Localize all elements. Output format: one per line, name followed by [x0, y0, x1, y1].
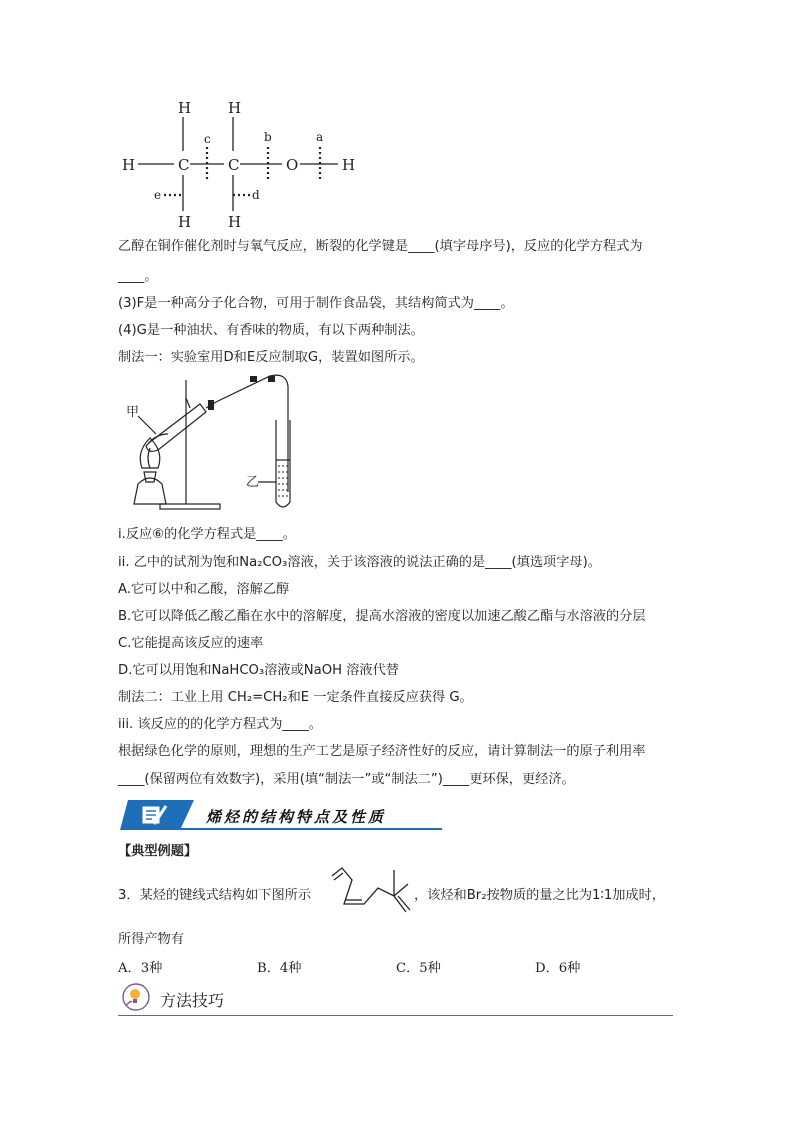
- green-chemistry-line-1: 根据绿色化学的原则，理想的生产工艺是原子经济性好的反应，请计算制法一的原子利用率: [118, 744, 646, 759]
- section-title: 烯烃的结构特点及性质: [206, 808, 387, 826]
- option-c: C.它能提高该反应的速率: [118, 636, 264, 651]
- choice-b: B．4种: [257, 961, 302, 976]
- option-b: B.它可以降低乙酸乙酯在水中的溶解度，提高水溶液的密度以加速乙酸乙酯与水溶液的分层: [118, 609, 646, 624]
- bond-label-d: d: [252, 188, 260, 202]
- question-3-text-a: 3．某烃的键线式结构如下图所示: [118, 888, 312, 903]
- atom-c-1: C: [178, 156, 190, 174]
- atom-h-left: H: [122, 156, 136, 174]
- hydrocarbon-skeletal-structure: [328, 866, 414, 916]
- sub-question-i: i.反应⑥的化学方程式是____。: [118, 527, 296, 542]
- sub-question-iii: iii. 该反应的的化学方程式为____。: [118, 717, 322, 732]
- sub-question-ii: ii. 乙中的试剂为饱和Na₂CO₃溶液，关于该溶液的说法正确的是____(填选项字母)。: [118, 555, 601, 570]
- question-ethanol-line-2: ____。: [118, 269, 158, 284]
- question-3-text-b: ，该烃和Br₂按物质的量之比为1∶1加成时，: [414, 888, 665, 903]
- question-4-line: (4)G是一种油状、有香味的物质，有以下两种制法。: [118, 323, 424, 338]
- apparatus-label-jia: 甲: [126, 404, 140, 419]
- question-3-line: (3)F是一种高分子化合物，可用于制作食品袋，其结构简式为____。: [118, 296, 514, 311]
- method-two-line: 制法二：工业上用 CH₂=CH₂和E 一定条件直接反应获得 G。: [118, 690, 473, 705]
- option-a: A.它可以中和乙酸，溶解乙醇: [118, 582, 290, 597]
- method-tips-divider: [118, 1015, 673, 1016]
- atom-h-bottom-2: H: [228, 213, 242, 231]
- lightbulb-head-icon: [120, 982, 152, 1012]
- atom-h-top-1: H: [178, 99, 192, 117]
- atom-o: O: [286, 156, 299, 174]
- bond-label-e: e: [154, 188, 162, 202]
- ethanol-structure-diagram: [118, 95, 368, 235]
- atom-h-top-2: H: [228, 99, 242, 117]
- atom-c-2: C: [228, 156, 240, 174]
- example-label: 【典型例题】: [118, 844, 198, 859]
- bond-label-a: a: [316, 130, 324, 144]
- green-chemistry-line-2: ____(保留两位有效数字)，采用(填“制法一”或“制法二”)____更环保，更经济。: [118, 772, 575, 787]
- apparatus-label-yi: 乙: [246, 474, 260, 489]
- choice-c: C．5种: [396, 961, 441, 976]
- choice-d: D．6种: [535, 961, 581, 976]
- esterification-apparatus-diagram: [120, 372, 320, 517]
- option-d: D.它可以用饱和NaHCO₃溶液或NaOH 溶液代替: [118, 663, 399, 678]
- method-tips-title: 方法技巧: [160, 991, 225, 1010]
- atom-h-bottom-1: H: [178, 213, 192, 231]
- question-ethanol-line-1: 乙醇在铜作催化剂时与氧气反应，断裂的化学键是____(填字母序号)，反应的化学方程式为: [118, 239, 643, 254]
- atom-h-right: H: [342, 156, 356, 174]
- question-3-text-c: 所得产物有: [118, 932, 184, 947]
- bond-label-b: b: [264, 130, 272, 144]
- method-one-line: 制法一：实验室用D和E反应制取G，装置如图所示。: [118, 350, 424, 365]
- choice-a: A．3种: [118, 961, 163, 976]
- bond-label-c: c: [204, 132, 211, 146]
